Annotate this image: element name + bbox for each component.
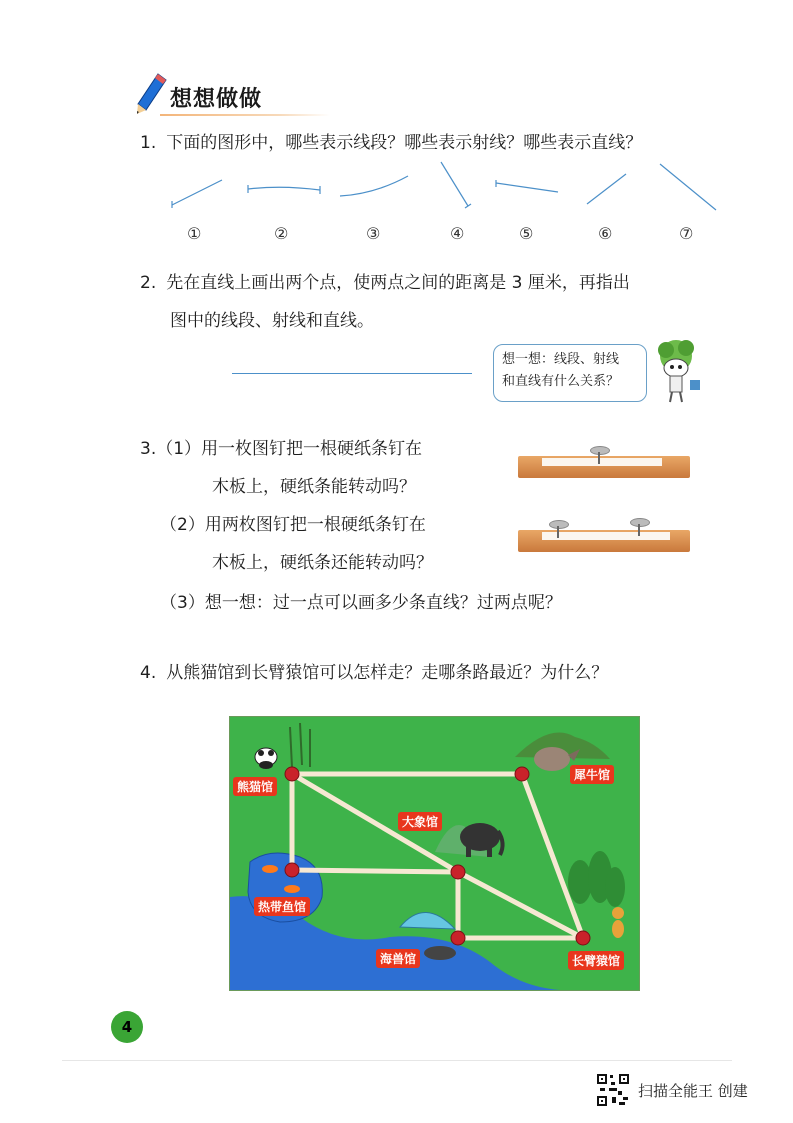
figure-3 bbox=[340, 176, 408, 196]
figure-label-1: ① bbox=[187, 224, 202, 243]
q4-text: 从熊猫馆到长臂猿馆可以怎样走？走哪条路最近？为什么？ bbox=[166, 663, 609, 683]
zoo-map bbox=[229, 716, 640, 991]
label-panda: 熊猫馆 bbox=[233, 777, 277, 796]
node-panda bbox=[285, 767, 299, 781]
node-gibbon bbox=[576, 931, 590, 945]
q2-line1: 2. 先在直线上画出两个点，使两点之间的距离是 3 厘米，再指出 bbox=[140, 273, 630, 293]
q3-part2-line2: 木板上，硬纸条还能转动吗？ bbox=[212, 553, 433, 573]
q3-part3: （3）想一想：过一点可以画多少条直线？过两点呢？ bbox=[160, 593, 562, 613]
figure-label-7: ⑦ bbox=[679, 224, 694, 243]
pencil-icon bbox=[134, 72, 168, 116]
node-fish bbox=[285, 863, 299, 877]
node-elephant bbox=[451, 865, 465, 879]
figure-label-3: ③ bbox=[366, 224, 381, 243]
figure-1 bbox=[172, 180, 222, 205]
footer-divider bbox=[62, 1060, 732, 1061]
title-underline bbox=[160, 114, 330, 116]
q3-part1: 3.（1）用一枚图钉把一根硬纸条钉在 bbox=[140, 439, 423, 459]
page-number: 4 bbox=[111, 1011, 143, 1043]
figure-6 bbox=[587, 174, 626, 204]
label-fish: 热带鱼馆 bbox=[254, 897, 310, 916]
wood-board-1 bbox=[518, 456, 690, 478]
scanner-watermark: 扫描全能王 创建 bbox=[638, 1082, 748, 1100]
thumbtack-icon bbox=[590, 446, 610, 455]
thumbtack-icon bbox=[630, 518, 650, 527]
paper-strip-2 bbox=[542, 532, 670, 540]
paper-strip-1 bbox=[542, 458, 662, 466]
figure-7 bbox=[660, 164, 716, 210]
label-rhino: 犀牛馆 bbox=[570, 765, 614, 784]
label-seal: 海兽馆 bbox=[376, 949, 420, 968]
section-title: 想想做做 bbox=[170, 87, 263, 112]
panda-icon bbox=[255, 748, 277, 769]
seal-icon bbox=[424, 946, 456, 960]
label-elephant: 大象馆 bbox=[398, 812, 442, 831]
figure-label-2: ② bbox=[274, 224, 289, 243]
paths bbox=[292, 774, 583, 938]
wood-board-2 bbox=[518, 530, 690, 552]
q2-straight-line bbox=[232, 373, 472, 374]
q2-number: 2. bbox=[140, 273, 157, 293]
section-header bbox=[140, 70, 280, 120]
thumbtack-icon bbox=[549, 520, 569, 529]
qr-code-icon bbox=[596, 1073, 630, 1107]
figure-label-4: ④ bbox=[450, 224, 465, 243]
q3-part2: （2）用两枚图钉把一根硬纸条钉在 bbox=[160, 515, 426, 535]
monkey-icon bbox=[612, 907, 624, 938]
tree-icon bbox=[568, 851, 625, 907]
q4-number: 4. bbox=[140, 663, 157, 683]
q1 bbox=[140, 130, 642, 156]
figure-5 bbox=[496, 183, 558, 192]
zoo-map-drawing bbox=[230, 717, 639, 990]
node-seal bbox=[451, 931, 465, 945]
figure-2 bbox=[248, 187, 320, 190]
q2-line2: 图中的线段、射线和直线。 bbox=[170, 311, 374, 331]
figure-4 bbox=[441, 162, 468, 206]
q3-part1-line2: 木板上，硬纸条能转动吗？ bbox=[212, 477, 416, 497]
q4 bbox=[140, 660, 608, 686]
q1-figures bbox=[160, 158, 730, 218]
figure-label-5: ⑤ bbox=[519, 224, 534, 243]
q1-text: 下面的图形中，哪些表示线段？哪些表示射线？哪些表示直线？ bbox=[166, 133, 643, 153]
q1-number: 1. bbox=[140, 133, 157, 153]
q3-number: 3. bbox=[140, 439, 157, 459]
node-rhino bbox=[515, 767, 529, 781]
cartoon-mascot-icon bbox=[646, 336, 716, 406]
think-bubble: 想一想：线段、射线 和直线有什么关系？ bbox=[493, 344, 647, 402]
bamboo-icon bbox=[290, 723, 310, 767]
figure-label-6: ⑥ bbox=[598, 224, 613, 243]
dome-icon bbox=[400, 912, 455, 929]
label-gibbon: 长臂猿馆 bbox=[568, 951, 624, 970]
